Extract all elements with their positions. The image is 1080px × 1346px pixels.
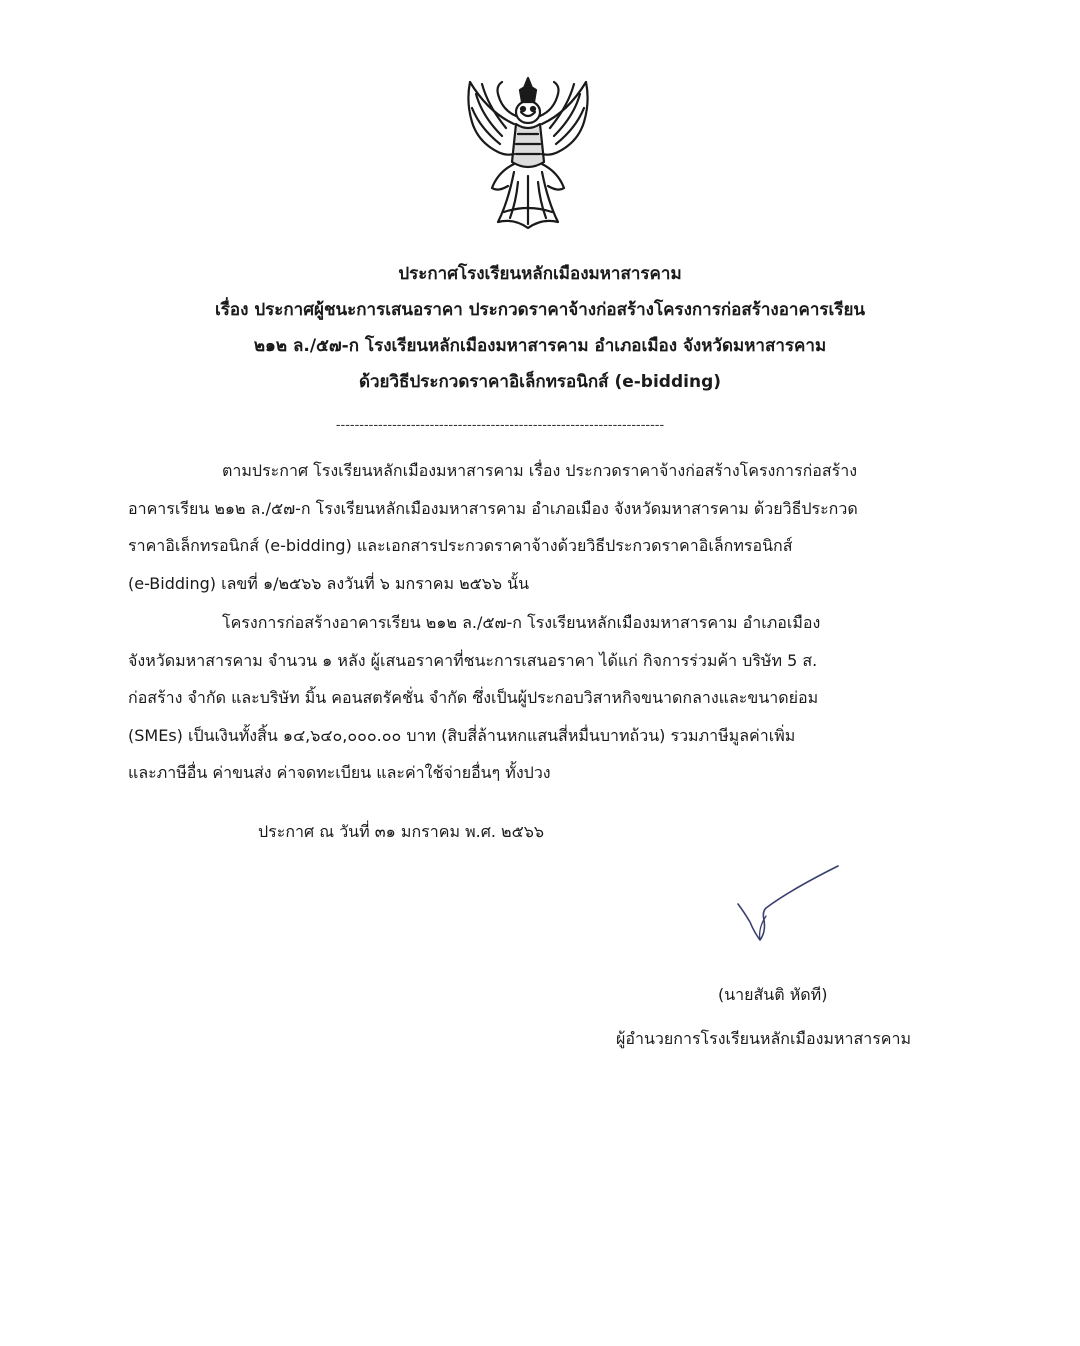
paragraph-2 — [128, 604, 948, 792]
paragraph-1-line: (e-Bidding) เลขที่ ๑/๒๕๖๖ ลงวันที่ ๖ มกราคม ๒๕๖๖ นั้น — [128, 573, 530, 593]
title-line-2: เรื่อง ประกาศผู้ชนะการเสนอราคา ประกวดราคาจ้างก่อสร้างโครงการก่อสร้างอาคารเรียน — [214, 300, 866, 320]
title-separator: ---------------------------------------------------------------------- — [335, 418, 665, 433]
signer-title: ผู้อำนวยการโรงเรียนหลักเมืองมหาสารคาม — [616, 1029, 912, 1048]
paragraph-2-line: ก่อสร้าง จำกัด และบริษัท มิ้น คอนสตรัคชั่น จำกัด ซึ่งเป็นผู้ประกอบวิสาหกิจขนาดกลางและขนาดย่อม — [128, 688, 819, 707]
paragraph-2-line: (SMEs) เป็นเงินทั้งสิ้น ๑๔,๖๔๐,๐๐๐.๐๐ บาท (สิบสี่ล้านหกแสนสี่หมื่นบาทถ้วน) รวมภาษีมูลค่าเพิ่ม — [128, 725, 796, 745]
paragraph-2-line: จังหวัดมหาสารคาม จำนวน ๑ หลัง ผู้เสนอราคาที่ชนะการเสนอราคา ได้แก่ กิจการร่วมค้า บริษัท 5 ส. — [128, 650, 818, 670]
title-line-1: ประกาศโรงเรียนหลักเมืองมหาสารคาม — [398, 264, 682, 284]
announcement-date: ประกาศ ณ วันที่ ๓๑ มกราคม พ.ศ. ๒๕๖๖ — [258, 822, 544, 841]
handwritten-signature — [730, 860, 850, 950]
paragraph-1-line: ราคาอิเล็กทรอนิกส์ (e-bidding) และเอกสารประกวดราคาจ้างด้วยวิธีประกวดราคาอิเล็กทรอนิกส์ — [128, 536, 793, 555]
document-title — [0, 256, 1080, 400]
title-line-3: ๒๑๒ ล./๕๗-ก โรงเรียนหลักเมืองมหาสารคาม อำเภอเมือง จังหวัดมหาสารคาม — [253, 336, 827, 356]
paragraph-2-line: และภาษีอื่น ค่าขนส่ง ค่าจดทะเบียน และค่าใช้จ่ายอื่นๆ ทั้งปวง — [128, 763, 551, 782]
paragraph-1-line: อาคารเรียน ๒๑๒ ล./๕๗-ก โรงเรียนหลักเมืองมหาสารคาม อำเภอเมือง จังหวัดมหาสารคาม ด้วยวิธีประกวด — [128, 498, 858, 518]
paragraph-1 — [128, 452, 948, 602]
paragraph-1-line: ตามประกาศ โรงเรียนหลักเมืองมหาสารคาม เรื่อง ประกวดราคาจ้างก่อสร้างโครงการก่อสร้าง — [222, 461, 858, 480]
garuda-emblem-icon — [458, 72, 598, 234]
title-line-4: ด้วยวิธีประกวดราคาอิเล็กทรอนิกส์ (e-bidding) — [358, 372, 722, 392]
signer-name: (นายสันติ หัดที) — [718, 985, 828, 1004]
paragraph-2-line: โครงการก่อสร้างอาคารเรียน ๒๑๒ ล./๕๗-ก โรงเรียนหลักเมืองมหาสารคาม อำเภอเมือง — [222, 613, 821, 632]
